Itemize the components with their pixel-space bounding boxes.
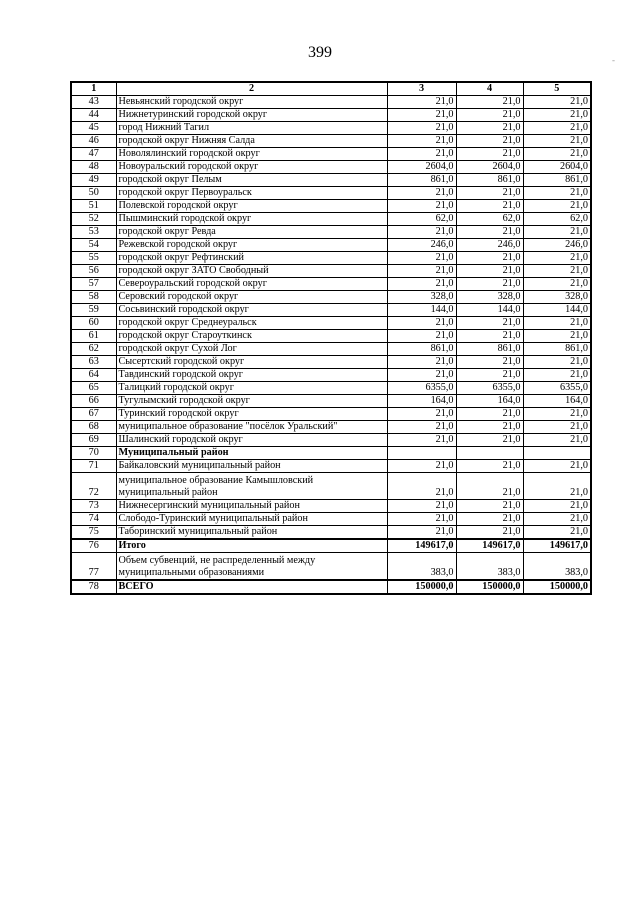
- row-value-col3: 2604,0: [387, 161, 456, 174]
- row-value-col4: 21,0: [456, 408, 523, 421]
- row-name: Сысертский городской округ: [116, 356, 387, 369]
- row-value-col4: 21,0: [456, 330, 523, 343]
- row-value-col4: 21,0: [456, 460, 523, 473]
- row-number: 61: [71, 330, 116, 343]
- row-number: 68: [71, 421, 116, 434]
- row-value-col4: 21,0: [456, 278, 523, 291]
- table-row: [71, 526, 591, 540]
- row-value-col4: 21,0: [456, 356, 523, 369]
- row-value-col4: 383,0: [456, 553, 523, 581]
- row-name: Слободо-Туринский муниципальный район: [116, 513, 387, 526]
- row-value-col4: 21,0: [456, 252, 523, 265]
- table-row: [71, 539, 591, 553]
- table-row: [71, 161, 591, 174]
- table-row: [71, 109, 591, 122]
- row-name: Байкаловский муниципальный район: [116, 460, 387, 473]
- table-row: [71, 291, 591, 304]
- row-value-col5: 246,0: [523, 239, 591, 252]
- row-name: ВСЕГО: [116, 580, 387, 594]
- row-value-col5: 21,0: [523, 187, 591, 200]
- row-number: 57: [71, 278, 116, 291]
- header-col-2: 2: [116, 82, 387, 96]
- row-number: 47: [71, 148, 116, 161]
- row-value-col4: 21,0: [456, 500, 523, 513]
- row-value-col4: 21,0: [456, 526, 523, 540]
- table-row: [71, 513, 591, 526]
- row-value-col3: 21,0: [387, 278, 456, 291]
- row-name: Новолялинский городской округ: [116, 148, 387, 161]
- row-name-line-2: муниципальными образованиями: [118, 567, 265, 578]
- row-name: городской округ Сухой Лог: [116, 343, 387, 356]
- row-name-line-2: муниципальный район: [118, 487, 218, 498]
- row-value-col3: 21,0: [387, 513, 456, 526]
- row-value-col3: 144,0: [387, 304, 456, 317]
- row-value-col3: 328,0: [387, 291, 456, 304]
- row-number: 51: [71, 200, 116, 213]
- table-row: [71, 421, 591, 434]
- row-value-col3: 21,0: [387, 500, 456, 513]
- row-value-col5: 21,0: [523, 500, 591, 513]
- table-row: [71, 317, 591, 330]
- row-value-col3: 21,0: [387, 226, 456, 239]
- row-value-col3: 21,0: [387, 187, 456, 200]
- row-value-col5: 21,0: [523, 122, 591, 135]
- row-number: 53: [71, 226, 116, 239]
- table-row: [71, 395, 591, 408]
- row-value-col3: 21,0: [387, 369, 456, 382]
- row-value-col3: 62,0: [387, 213, 456, 226]
- table-row: [71, 553, 591, 581]
- row-value-col4: 861,0: [456, 174, 523, 187]
- row-value-col4: 21,0: [456, 317, 523, 330]
- row-value-col4: 150000,0: [456, 580, 523, 594]
- row-value-col3: 21,0: [387, 148, 456, 161]
- row-name-line-1: муниципальное образование Камышловский: [118, 475, 314, 486]
- header-col-1: 1: [71, 82, 116, 96]
- row-name: Шалинский городской округ: [116, 434, 387, 447]
- row-value-col4: 21,0: [456, 148, 523, 161]
- row-name: [116, 553, 387, 581]
- row-value-col4: 246,0: [456, 239, 523, 252]
- row-name: Пышминский городской округ: [116, 213, 387, 226]
- row-number: 43: [71, 96, 116, 109]
- row-number: 77: [71, 553, 116, 581]
- table-row: [71, 356, 591, 369]
- row-value-col4: [456, 447, 523, 460]
- row-value-col3: 21,0: [387, 265, 456, 278]
- row-value-col5: 21,0: [523, 460, 591, 473]
- table-row: [71, 213, 591, 226]
- row-number: 69: [71, 434, 116, 447]
- row-number: 66: [71, 395, 116, 408]
- row-number: 72: [71, 473, 116, 500]
- row-value-col3: 21,0: [387, 460, 456, 473]
- row-value-col3: 21,0: [387, 96, 456, 109]
- row-value-col3: 21,0: [387, 252, 456, 265]
- row-value-col5: [523, 447, 591, 460]
- table-row: [71, 252, 591, 265]
- row-value-col5: 21,0: [523, 434, 591, 447]
- table-row: [71, 278, 591, 291]
- row-value-col5: 2604,0: [523, 161, 591, 174]
- table-row: [71, 447, 591, 460]
- row-number: 59: [71, 304, 116, 317]
- row-name: Тугулымский городской округ: [116, 395, 387, 408]
- row-number: 49: [71, 174, 116, 187]
- row-value-col5: 21,0: [523, 109, 591, 122]
- row-name: Муниципальный район: [116, 447, 387, 460]
- row-name: Североуральский городской округ: [116, 278, 387, 291]
- row-name: Сосьвинский городской округ: [116, 304, 387, 317]
- table-row: [71, 265, 591, 278]
- table-row: [71, 135, 591, 148]
- table-row: [71, 500, 591, 513]
- row-value-col5: 164,0: [523, 395, 591, 408]
- row-value-col5: 21,0: [523, 369, 591, 382]
- row-value-col3: 246,0: [387, 239, 456, 252]
- row-number: 70: [71, 447, 116, 460]
- row-name: городской округ ЗАТО Свободный: [116, 265, 387, 278]
- table-row: [71, 382, 591, 395]
- row-number: 74: [71, 513, 116, 526]
- row-value-col3: 21,0: [387, 526, 456, 540]
- row-name: городской округ Пелым: [116, 174, 387, 187]
- row-value-col5: 21,0: [523, 252, 591, 265]
- row-value-col5: 21,0: [523, 526, 591, 540]
- row-value-col5: 62,0: [523, 213, 591, 226]
- row-value-col3: 21,0: [387, 135, 456, 148]
- row-value-col3: 21,0: [387, 109, 456, 122]
- row-name: Таборинский муниципальный район: [116, 526, 387, 540]
- table-row: [71, 580, 591, 594]
- row-value-col5: 6355,0: [523, 382, 591, 395]
- row-number: 76: [71, 539, 116, 553]
- row-value-col3: 6355,0: [387, 382, 456, 395]
- row-value-col3: 21,0: [387, 356, 456, 369]
- row-name: [116, 473, 387, 500]
- row-value-col3: 21,0: [387, 317, 456, 330]
- row-value-col5: 328,0: [523, 291, 591, 304]
- row-name: Нижнетуринский городской округ: [116, 109, 387, 122]
- row-value-col3: 21,0: [387, 200, 456, 213]
- row-name: городской округ Первоуральск: [116, 187, 387, 200]
- row-value-col5: 21,0: [523, 330, 591, 343]
- row-number: 50: [71, 187, 116, 200]
- row-value-col4: 328,0: [456, 291, 523, 304]
- row-value-col3: [387, 447, 456, 460]
- row-number: 58: [71, 291, 116, 304]
- row-name: Серовский городской округ: [116, 291, 387, 304]
- table-row: [71, 369, 591, 382]
- table-row: [71, 96, 591, 109]
- row-name: муниципальное образование "посёлок Уральский": [116, 421, 387, 434]
- row-number: 75: [71, 526, 116, 540]
- row-value-col5: 21,0: [523, 96, 591, 109]
- table-row: [71, 239, 591, 252]
- row-value-col5: 21,0: [523, 356, 591, 369]
- row-number: 62: [71, 343, 116, 356]
- row-value-col5: 21,0: [523, 408, 591, 421]
- row-number: 60: [71, 317, 116, 330]
- row-value-col5: 21,0: [523, 265, 591, 278]
- row-number: 63: [71, 356, 116, 369]
- row-value-col4: 6355,0: [456, 382, 523, 395]
- row-value-col4: 21,0: [456, 513, 523, 526]
- row-number: 55: [71, 252, 116, 265]
- row-name: городской округ Среднеуральск: [116, 317, 387, 330]
- row-value-col4: 21,0: [456, 473, 523, 500]
- row-name: городской округ Рефтинский: [116, 252, 387, 265]
- row-name: Полевской городской округ: [116, 200, 387, 213]
- row-value-col5: 21,0: [523, 148, 591, 161]
- header-col-3: 3: [387, 82, 456, 96]
- table-row: [71, 434, 591, 447]
- row-value-col4: 2604,0: [456, 161, 523, 174]
- table-row: [71, 148, 591, 161]
- row-value-col4: 144,0: [456, 304, 523, 317]
- row-value-col4: 164,0: [456, 395, 523, 408]
- row-value-col4: 21,0: [456, 421, 523, 434]
- row-value-col5: 861,0: [523, 343, 591, 356]
- row-value-col5: 21,0: [523, 226, 591, 239]
- row-name: городской округ Ревда: [116, 226, 387, 239]
- row-number: 56: [71, 265, 116, 278]
- table-row: [71, 343, 591, 356]
- row-value-col3: 21,0: [387, 473, 456, 500]
- header-col-5: 5: [523, 82, 591, 96]
- corner-mark: -: [612, 55, 615, 65]
- row-name: город Нижний Тагил: [116, 122, 387, 135]
- table-row: [71, 304, 591, 317]
- row-value-col5: 21,0: [523, 473, 591, 500]
- row-number: 64: [71, 369, 116, 382]
- row-value-col5: 150000,0: [523, 580, 591, 594]
- row-value-col5: 21,0: [523, 421, 591, 434]
- row-value-col4: 21,0: [456, 200, 523, 213]
- table-row: [71, 330, 591, 343]
- row-value-col4: 21,0: [456, 96, 523, 109]
- row-number: 65: [71, 382, 116, 395]
- row-value-col4: 149617,0: [456, 539, 523, 553]
- row-name: городской округ Староуткинск: [116, 330, 387, 343]
- table-row: [71, 460, 591, 473]
- row-value-col4: 21,0: [456, 109, 523, 122]
- table-row: [71, 408, 591, 421]
- table-row: [71, 174, 591, 187]
- row-number: 73: [71, 500, 116, 513]
- row-value-col5: 144,0: [523, 304, 591, 317]
- row-value-col3: 21,0: [387, 434, 456, 447]
- row-value-col5: 21,0: [523, 513, 591, 526]
- row-name: Новоуральский городской округ: [116, 161, 387, 174]
- row-number: 78: [71, 580, 116, 594]
- row-number: 48: [71, 161, 116, 174]
- row-name: Туринский городской округ: [116, 408, 387, 421]
- table-row: [71, 122, 591, 135]
- row-value-col5: 21,0: [523, 200, 591, 213]
- table-row: [71, 473, 591, 500]
- row-value-col4: 21,0: [456, 135, 523, 148]
- header-col-4: 4: [456, 82, 523, 96]
- row-number: 52: [71, 213, 116, 226]
- row-value-col3: 383,0: [387, 553, 456, 581]
- row-value-col3: 21,0: [387, 421, 456, 434]
- row-value-col3: 149617,0: [387, 539, 456, 553]
- row-name: Режевской городской округ: [116, 239, 387, 252]
- row-value-col4: 21,0: [456, 369, 523, 382]
- row-number: 54: [71, 239, 116, 252]
- row-value-col3: 861,0: [387, 174, 456, 187]
- row-name-line-1: Объем субвенций, не распределенный между: [118, 555, 316, 566]
- row-value-col4: 21,0: [456, 434, 523, 447]
- row-value-col5: 21,0: [523, 135, 591, 148]
- row-name: Итого: [116, 539, 387, 553]
- row-value-col3: 861,0: [387, 343, 456, 356]
- row-name: Невьянский городской округ: [116, 96, 387, 109]
- row-value-col3: 21,0: [387, 122, 456, 135]
- table-row: [71, 187, 591, 200]
- row-value-col4: 861,0: [456, 343, 523, 356]
- row-value-col3: 21,0: [387, 408, 456, 421]
- row-value-col3: 150000,0: [387, 580, 456, 594]
- row-number: 45: [71, 122, 116, 135]
- row-name: Нижнесергинский муниципальный район: [116, 500, 387, 513]
- row-value-col4: 21,0: [456, 187, 523, 200]
- row-name: Тавдинский городской округ: [116, 369, 387, 382]
- row-name: городской округ Нижняя Салда: [116, 135, 387, 148]
- table-header-row: [71, 82, 591, 96]
- row-value-col3: 164,0: [387, 395, 456, 408]
- row-number: 46: [71, 135, 116, 148]
- row-value-col4: 21,0: [456, 122, 523, 135]
- table-row: [71, 226, 591, 239]
- table-row: [71, 200, 591, 213]
- row-value-col4: 21,0: [456, 226, 523, 239]
- row-number: 44: [71, 109, 116, 122]
- row-value-col5: 21,0: [523, 278, 591, 291]
- row-value-col4: 21,0: [456, 265, 523, 278]
- row-value-col5: 861,0: [523, 174, 591, 187]
- row-number: 67: [71, 408, 116, 421]
- row-value-col4: 62,0: [456, 213, 523, 226]
- row-value-col5: 383,0: [523, 553, 591, 581]
- row-value-col3: 21,0: [387, 330, 456, 343]
- row-value-col5: 149617,0: [523, 539, 591, 553]
- row-name: Талицкий городской округ: [116, 382, 387, 395]
- row-number: 71: [71, 460, 116, 473]
- subsidy-table: [70, 81, 592, 595]
- page-number: 399: [308, 44, 332, 61]
- row-value-col5: 21,0: [523, 317, 591, 330]
